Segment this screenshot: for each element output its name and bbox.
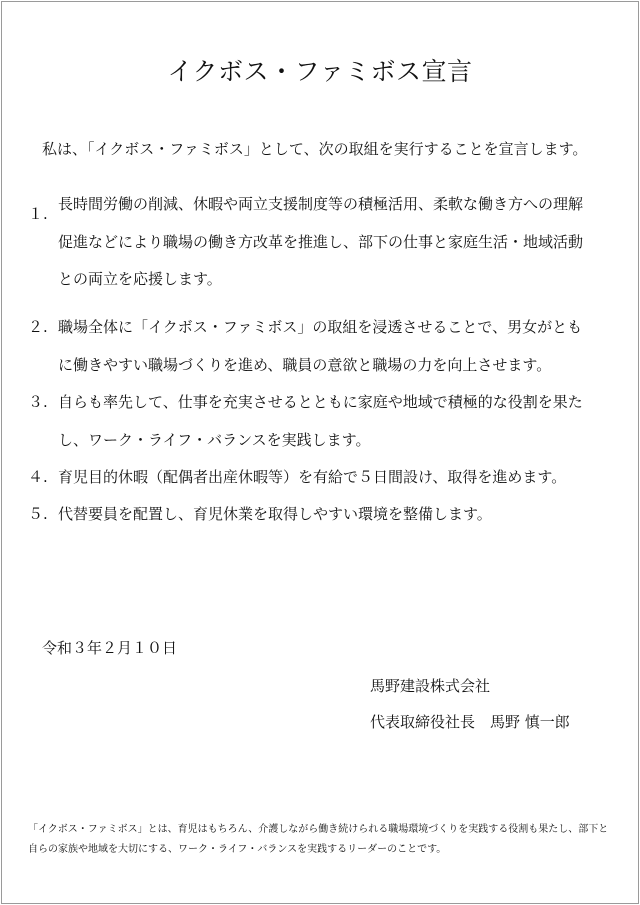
item-line: 促進などにより職場の働き方改革を推進し、部下の仕事と家庭生活・地域活動: [58, 232, 584, 251]
item-line: し、ワーク・ライフ・バランスを実践します。: [58, 430, 371, 449]
item-number: ５.: [28, 505, 48, 523]
item-line: 代替要員を配置し、育児休業を取得しやすい環境を整備します。: [58, 505, 492, 523]
intro-statement: 私は、「イクボス・ファミボス」として、次の取組を実行することを宣言します。: [42, 140, 588, 158]
item-line: 長時間労働の削減、休暇や両立支援制度等の積極活用、柔軟な働き方への理解: [58, 195, 584, 213]
item-line: 自らも率先して、仕事を充実させるとともに家庭や地域で積極的な役割を果た: [58, 393, 583, 411]
declaration-item-3: [28, 384, 618, 459]
definition-footnote: [28, 820, 618, 860]
item-number: ２.: [28, 318, 48, 336]
representative-signature: 代表取締役社長 馬野 慎一郎: [370, 713, 570, 731]
footnote-line: 自らの家族や地域を大切にする、ワーク・ライフ・バランスを実践するリーダーのことです。: [28, 844, 447, 855]
item-line: との両立を応援します。: [58, 270, 222, 288]
item-number: ３.: [28, 393, 48, 411]
document-title: イクボス・ファミボス宣言: [167, 57, 473, 86]
declaration-item-1: [28, 196, 618, 299]
item-number: ４.: [28, 468, 48, 486]
declaration-item-4: [28, 459, 618, 497]
footnote-line: 「イクボス・ファミボス」とは、育児はもちろん、介護しながら働き続けられる職場環境づくりを実践する役割も果たし、部下と: [28, 824, 609, 835]
item-line: 育児目的休暇（配偶者出産休暇等）を有給で５日間設け、取得を進めます。: [58, 468, 567, 486]
declaration-item-5: [28, 496, 618, 534]
declaration-date: 令和３年２月１０日: [42, 639, 178, 657]
company-name: 馬野建設株式会社: [370, 677, 491, 695]
item-line: に働きやすい職場づくりを進め、職員の意欲と職場の力を向上させます。: [58, 355, 552, 374]
item-line: 職場全体に「イクボス・ファミボス」の取組を浸透させることで、男女がとも: [58, 318, 583, 336]
item-number: １.: [28, 205, 48, 223]
declaration-item-2: [28, 309, 618, 384]
